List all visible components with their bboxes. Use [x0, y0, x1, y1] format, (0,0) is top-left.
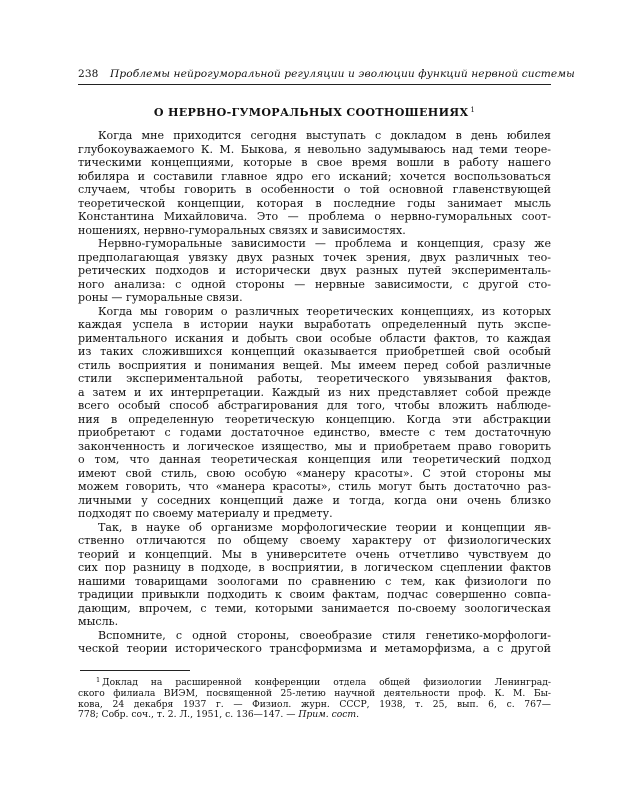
text-line: а затем и их интерпретации. Каждый из них представляет собой прежде — [78, 385, 551, 399]
footnote-text: Доклад на расширенной конференции отдела общей физиологии Ленинград- — [102, 677, 551, 688]
text-line: стили экспериментальной работы, теоретического увязывания фактов, — [78, 372, 551, 385]
article-title — [78, 106, 551, 119]
footnote-line — [78, 675, 551, 689]
article-title-text: О НЕРВНО-ГУМОРАЛЬНЫХ СООТНОШЕНИЯХ — [153, 106, 469, 119]
editor-note: Прим. сост. — [298, 709, 360, 721]
text-line: тическими концепциями, которые в свое время вошли в работу нашего — [78, 156, 551, 169]
text-line: предполагающая увязку двух разных точек зрения, двух различных тео- — [78, 250, 551, 264]
text-line: Нервно-гуморальные зависимости — проблема и концепция, сразу же — [98, 237, 551, 250]
text-line: Так, в науке об организме морфологические теории и концепции яв- — [98, 520, 551, 534]
article-body — [78, 129, 551, 656]
footnote-mark: 1 — [96, 676, 101, 684]
text-line: ния в определенную теоретическую концепцию. Когда эти абстракции — [78, 412, 551, 426]
running-head — [78, 68, 575, 80]
text-line: законченность и логическое изящество, мы и приобретаем право говорить — [78, 439, 551, 453]
text-line: риментального искания и добыть свои особые области фактов, то каждая — [78, 331, 551, 345]
running-title: Проблемы нейрогуморальной регуляции и эволюции функций нервной системы — [110, 68, 575, 80]
text-line: глубокоуважаемого К. М. Быкова, я невольно задумываюсь над теми теоре- — [78, 142, 551, 156]
footnote-line: ского филиала ВИЭМ, посвященной 25-летию научной деятельности проф. К. М. Бы- — [78, 687, 551, 699]
text-line: случаем, чтобы говорить в особенности о той основной главенствующей — [78, 183, 551, 196]
text-line: о том, что данная теоретическая концепция или теоретический подход — [78, 453, 551, 466]
footnote-line — [78, 710, 551, 721]
text-line: сих пор разницу в подходе, в восприятии, в логическом сцеплении фактов — [78, 561, 551, 574]
footnote-rule — [80, 670, 190, 671]
text-line: Когда мы говорим о различных теоретических концепциях, из которых — [98, 304, 551, 318]
text-line: ношениях, нервно-гуморальных связях и зависимостях. — [78, 223, 406, 237]
text-line: дающим, впрочем, с теми, которыми занимается по-своему зоологическая — [78, 601, 551, 615]
text-line: юбиляра и составили главное ядро его исканий; хочется воспользоваться — [78, 169, 551, 183]
footnote-text: 778; Собр. соч., т. 2. Л., 1951, с. 136—147. — — [78, 709, 296, 721]
text-line: имеют свой стиль, свою особую «манеру красоты». С этой стороны мы — [78, 466, 551, 480]
text-line: ственно отличаются по общему своему характеру от физиологических — [78, 534, 551, 547]
text-line: теорий и концепций. Мы в университете очень отчетливо чувствуем до — [78, 547, 551, 561]
text-line: можем говорить, что «манера красоты», стиль могут быть достаточно раз- — [78, 480, 551, 493]
text-line: из таких сложившихся концепций оказывается приобретшей свой особый — [78, 345, 551, 358]
text-line: каждая успела в истории науки выработать определенный путь экспе- — [78, 318, 551, 331]
text-line: Когда мне приходится сегодня выступать с докладом в день юбилея — [98, 129, 551, 142]
text-line: ретических подходов и исторически двух разных путей эксперименталь- — [78, 264, 551, 277]
footnote-line: кова, 24 декабря 1937 г. — Физиол. журн. СССР, 1938, т. 25, вып. 6, с. 767— — [78, 698, 551, 710]
text-line: ного анализа: с одной стороны — нервные зависимости, с другой сто- — [78, 277, 551, 291]
text-line: ческой теории исторического трансформизма и метаморфизма, а с другой — [78, 642, 551, 655]
text-line: традиции привыкли подходить к своим фактам, подчас совершенно совпа- — [78, 588, 551, 601]
text-line: мысль. — [78, 615, 119, 628]
text-line: стиль восприятия и понимания вещей. Мы имеем перед собой различные — [78, 358, 551, 372]
text-line: Вспомните, с одной стороны, своеобразие стиля генетико-морфологи- — [98, 628, 551, 642]
text-line: роны — гуморальные связи. — [78, 291, 243, 304]
text-line: нашими товарищами зоологами по сравнению с тем, как физиологи по — [78, 574, 551, 588]
page-number: 238 — [78, 68, 99, 80]
text-line: Константина Михайловича. Это — проблема о нервно-гуморальных соот- — [78, 210, 551, 223]
text-line: подходят по своему материалу и предмету. — [78, 507, 333, 520]
text-line: теоретической концепции, которая в последние годы занимает мысль — [78, 196, 551, 210]
text-line: личными у соседних концепций даже и тогда, когда они очень близко — [78, 493, 551, 507]
footnote-ref[interactable]: 1 — [470, 106, 476, 114]
header-rule — [78, 84, 551, 85]
text-line: приобретают с годами достаточное единство, вместе с тем достаточную — [78, 426, 551, 439]
text-line: всего особый способ абстрагирования для того, чтобы вложить наблюде- — [78, 399, 551, 412]
footnote — [78, 675, 551, 721]
